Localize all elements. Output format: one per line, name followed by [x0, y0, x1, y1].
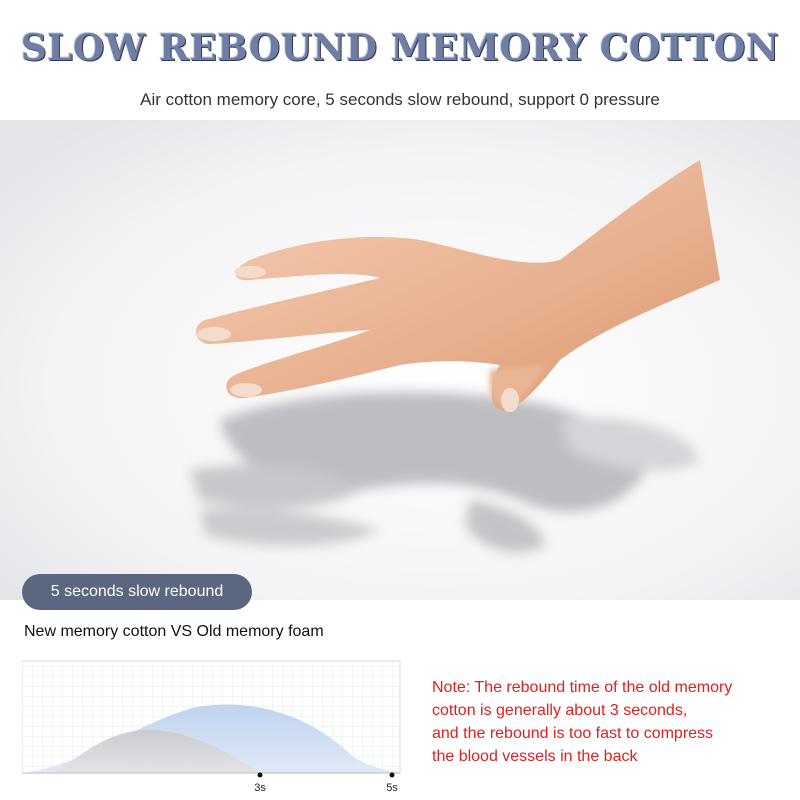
tick-5s-label: 5s — [386, 782, 398, 794]
rebound-graph — [22, 656, 402, 796]
page-title: SLOW REBOUND MEMORY COTTON — [20, 27, 780, 69]
rebound-badge: 5 seconds slow rebound — [22, 574, 252, 610]
comparison-label: New memory cotton VS Old memory foam — [24, 623, 324, 640]
note-line: the blood vessels in the back — [432, 748, 638, 765]
rebound-note — [432, 676, 792, 768]
tick-3s-label: 3s — [254, 782, 266, 794]
note-line: Note: The rebound time of the old memory — [432, 679, 733, 696]
note-line: and the rebound is too fast to compress — [432, 725, 714, 742]
tick-5s-dot — [390, 773, 395, 778]
page-subtitle: Air cotton memory core, 5 seconds slow rebound, support 0 pressure — [140, 90, 660, 109]
hand-on-foam-image — [0, 120, 800, 600]
note-line: cotton is generally about 3 seconds, — [432, 702, 688, 719]
tick-3s-dot — [258, 773, 263, 778]
